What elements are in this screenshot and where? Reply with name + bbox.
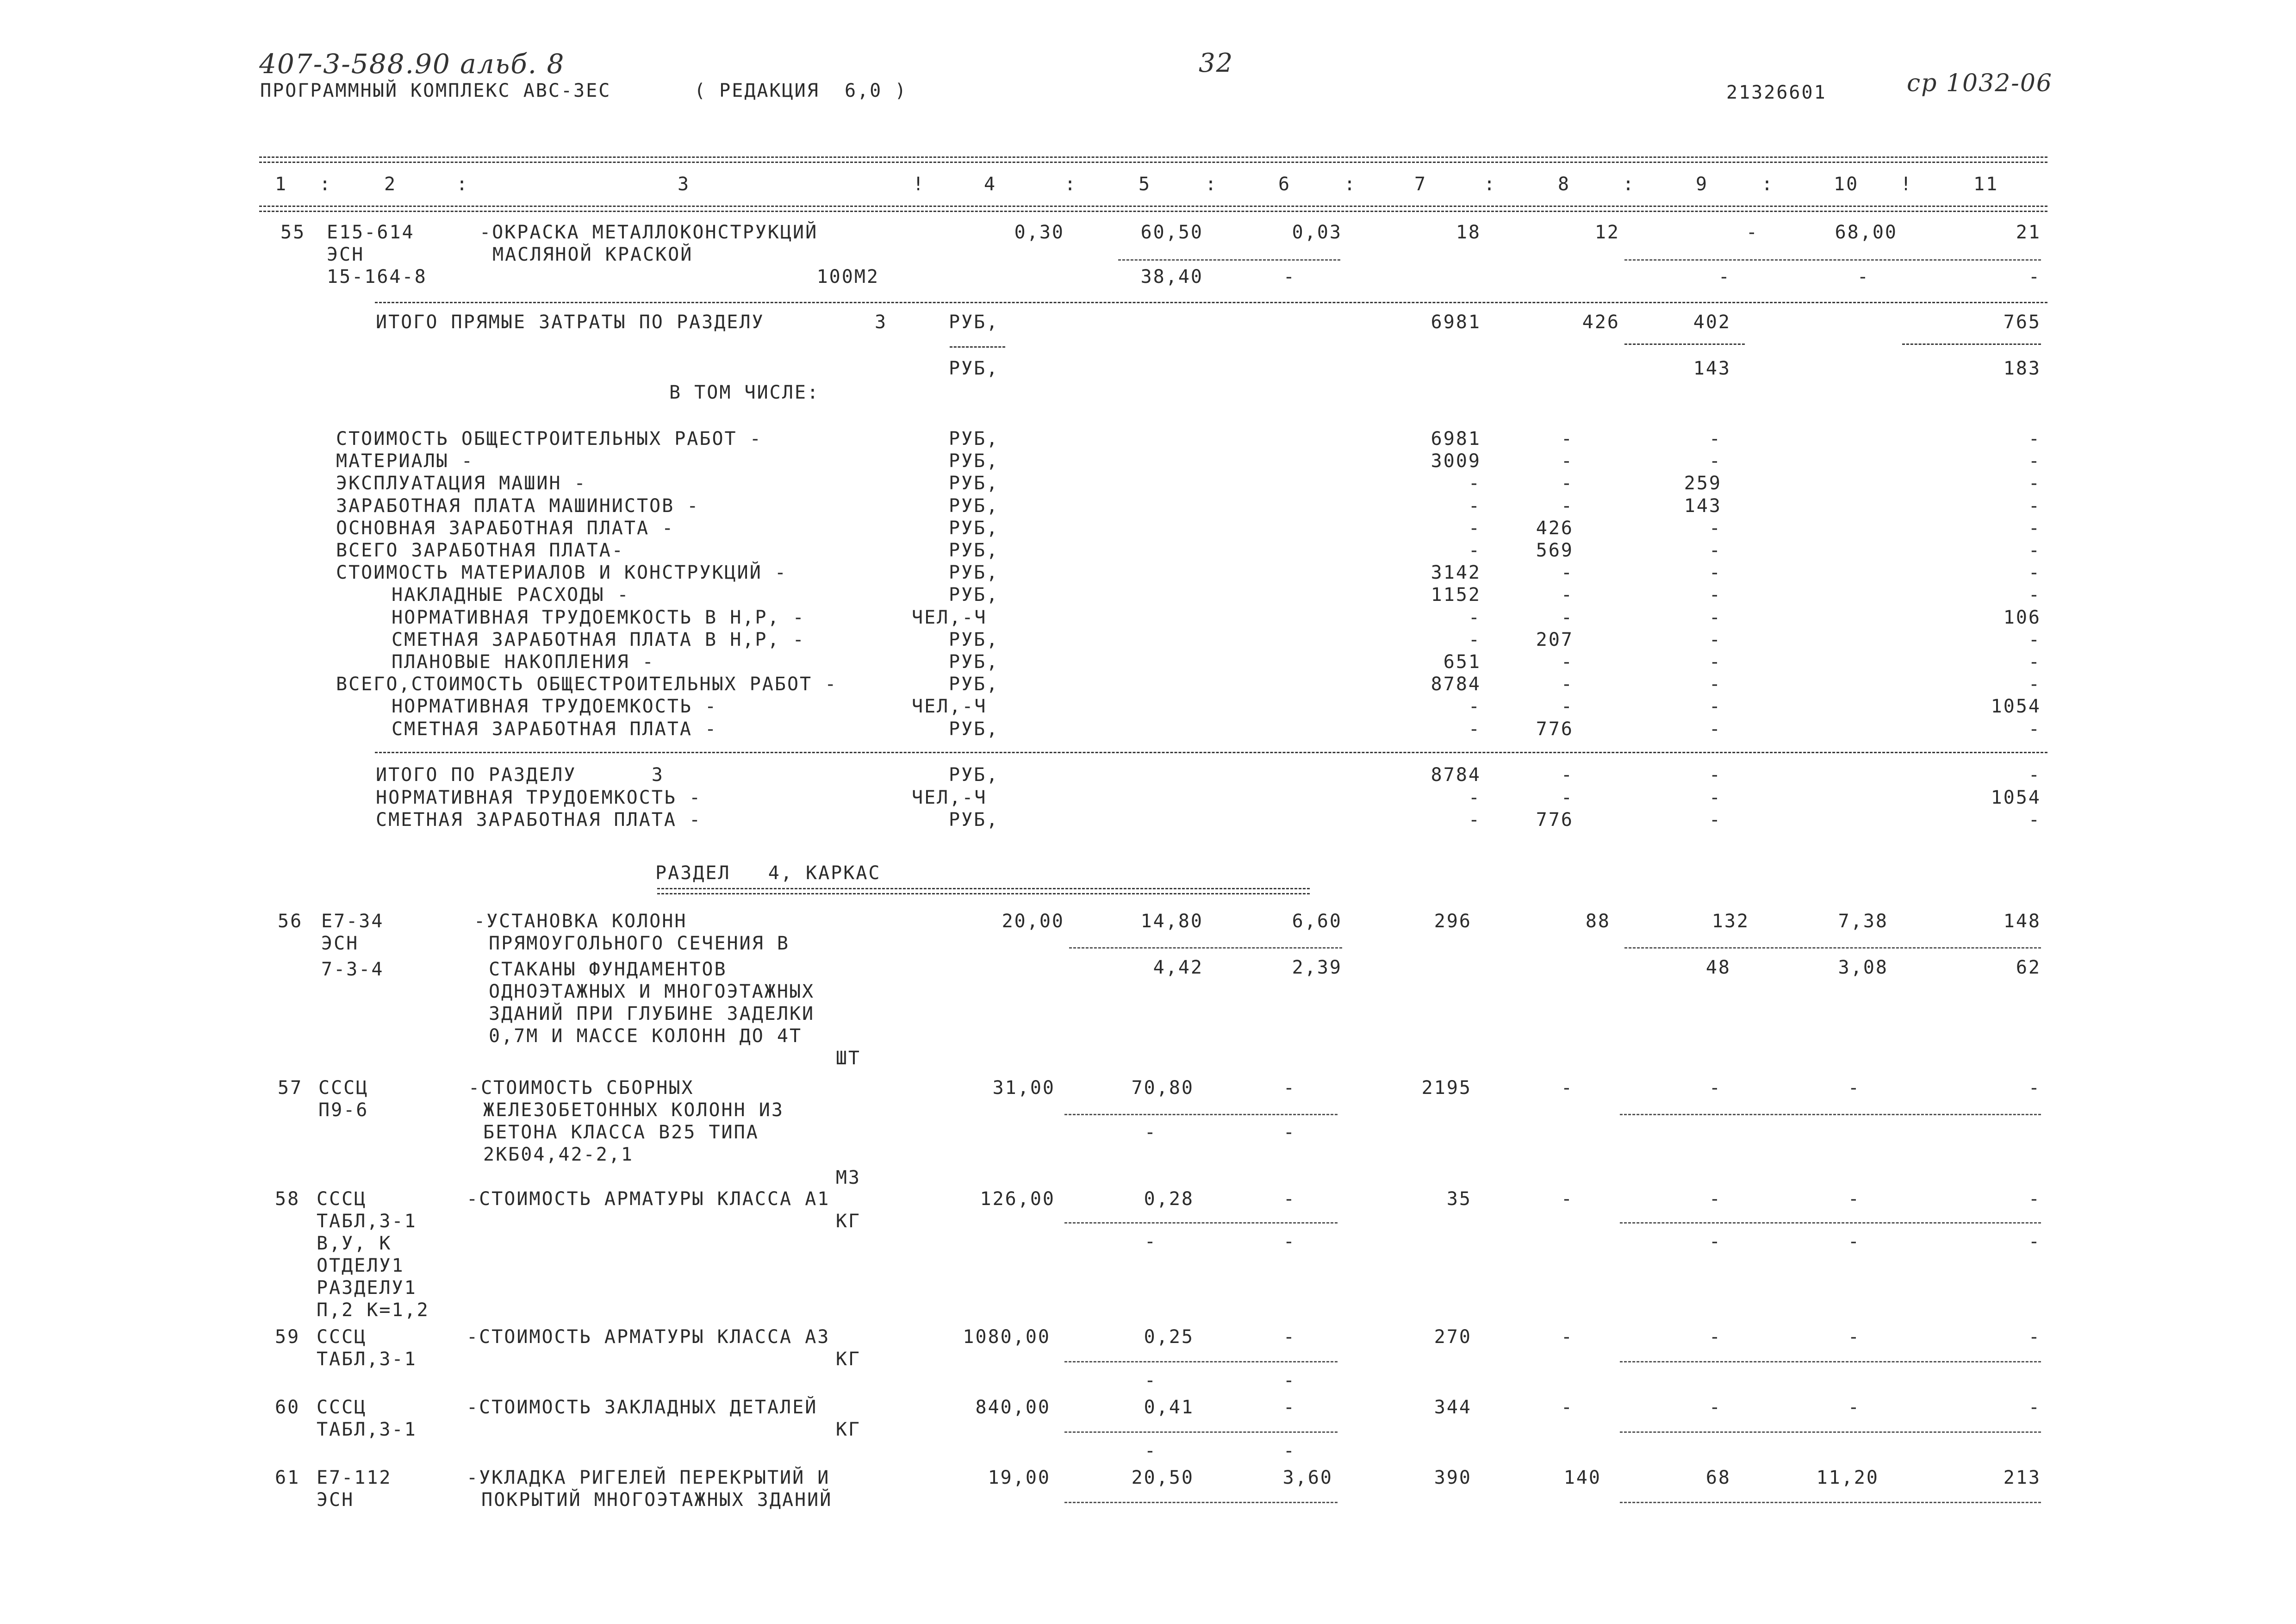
col-separator: :: [1623, 174, 1636, 195]
cell-divider: [1902, 344, 2041, 345]
breakdown-c9: -: [1709, 674, 1722, 695]
item-unit: КГ: [835, 1211, 861, 1232]
cell-divider: [1064, 1431, 1338, 1433]
section-total-c11: 1054: [1991, 787, 2041, 808]
section-total-c7: -: [1468, 809, 1481, 831]
col-separator: :: [456, 174, 469, 195]
col-1-header: 1: [275, 174, 288, 195]
item-description: -СТОИМОСТЬ АРМАТУРЫ КЛАССА А1: [467, 1188, 830, 1210]
cell-unit-cost-wages: -: [1144, 1231, 1157, 1252]
item-description: 0,7М И МАССЕ КОЛОНН ДО 4Т: [489, 1025, 803, 1047]
breakdown-c8: -: [1561, 428, 1574, 450]
cell-divider: [1620, 1502, 2041, 1503]
rate-code: Е7-34: [321, 911, 384, 932]
breakdown-label: СМЕТНАЯ ЗАРАБОТНАЯ ПЛАТА В Н,Р, -: [392, 629, 805, 650]
cell-labor-total: 21: [2016, 222, 2041, 243]
cell-labor-machines: -: [1848, 1231, 1860, 1252]
cell-machine-wages: -: [1283, 1122, 1296, 1143]
breakdown-c9: -: [1709, 606, 1722, 628]
breakdown-c7: -: [1468, 606, 1481, 628]
cell-machine-wages: 2,39: [1292, 957, 1342, 978]
col-4-header: 4: [984, 174, 997, 195]
breakdown-unit: ЧЕЛ,-Ч: [912, 606, 987, 628]
cell-machine-cost: 3,60: [1282, 1467, 1333, 1488]
breakdown-c8: 426: [1536, 517, 1574, 539]
section-total-c9: -: [1709, 787, 1722, 808]
cell-wages: 140: [1563, 1467, 1601, 1488]
edition: ( РЕДАКЦИЯ 6,0 ): [694, 80, 908, 101]
section-total-c8: 776: [1536, 809, 1574, 831]
rate-code: ТАБЛ,3-1: [317, 1349, 417, 1370]
breakdown-label: СТОИМОСТЬ МАТЕРИАЛОВ И КОНСТРУКЦИЙ -: [336, 562, 787, 584]
breakdown-c9: 259: [1684, 473, 1722, 494]
including-heading: В ТОМ ЧИСЛЕ:: [669, 382, 820, 403]
cell-unit-cost: 14,80: [1140, 911, 1203, 932]
cell-divider: [1064, 1114, 1338, 1115]
cell-divider: [1064, 1502, 1338, 1503]
breakdown-c7: -: [1468, 495, 1481, 517]
breakdown-c11: -: [2028, 517, 2041, 539]
section-total-c11: -: [2028, 764, 2041, 786]
totals-c9: 402: [1693, 312, 1731, 333]
cell-labor-machines-total: -: [2028, 266, 2041, 287]
item-description: ЗДАНИЙ ПРИ ГЛУБИНЕ ЗАДЕЛКИ: [489, 1003, 815, 1024]
totals-c11: 765: [2003, 312, 2041, 333]
row-number: 58: [275, 1188, 300, 1210]
cell-unit-cost: 70,80: [1131, 1077, 1194, 1099]
totals-c9b: 143: [1693, 358, 1731, 379]
cell-wages: -: [1561, 1326, 1574, 1348]
rate-code: РАЗДЕЛУ1: [317, 1277, 417, 1299]
document-number: 21326601: [1726, 82, 1827, 103]
cell-unit-cost: 0,41: [1144, 1397, 1194, 1418]
row-number: 60: [275, 1397, 300, 1418]
breakdown-c11: -: [2028, 629, 2041, 650]
item-description: -УКЛАДКА РИГЕЛЕЙ ПЕРЕКРЫТИЙ И: [467, 1467, 830, 1488]
item-description: ПОКРЫТИЙ МНОГОЭТАЖНЫХ ЗДАНИЙ: [481, 1489, 833, 1511]
rate-code: ЭСН: [327, 244, 365, 265]
breakdown-c7: 1152: [1431, 584, 1481, 606]
rate-code: СССЦ: [317, 1397, 367, 1418]
totals-section: 3: [875, 312, 888, 333]
breakdown-c9: -: [1709, 540, 1722, 561]
cell-wages: 88: [1585, 911, 1611, 932]
section-total-unit: РУБ,: [949, 764, 999, 786]
breakdown-unit: РУБ,: [949, 450, 999, 472]
cell-machines: -: [1709, 1397, 1722, 1418]
rate-code: П,2 К=1,2: [317, 1299, 429, 1321]
cell-unit-cost-wages: -: [1144, 1440, 1157, 1462]
row-number: 57: [278, 1077, 303, 1099]
breakdown-c11: 106: [2003, 606, 2041, 628]
breakdown-label: ОСНОВНАЯ ЗАРАБОТНАЯ ПЛАТА -: [336, 517, 675, 539]
unit-divider: [950, 346, 1005, 348]
rate-code: Е7-112: [317, 1467, 392, 1488]
section-total-c9: -: [1709, 764, 1722, 786]
cell-labor-total: 148: [2003, 911, 2041, 932]
col-6-header: 6: [1278, 174, 1291, 195]
cell-total: 344: [1434, 1397, 1472, 1418]
rate-code: СССЦ: [317, 1188, 367, 1210]
cell-machine-cost: 6,60: [1292, 911, 1342, 932]
cell-labor-rate: -: [1848, 1397, 1860, 1418]
cell-total: 270: [1434, 1326, 1472, 1348]
breakdown-label: ВСЕГО ЗАРАБОТНАЯ ПЛАТА-: [336, 540, 624, 561]
cell-divider: [1620, 1431, 2041, 1433]
breakdown-c8: -: [1561, 450, 1574, 472]
row-number: 56: [278, 911, 303, 932]
col-separator: :: [1344, 174, 1357, 195]
section-total-c11: -: [2028, 809, 2041, 831]
rate-code: ЭСН: [321, 933, 359, 954]
cell-machine-wages: -: [1283, 1231, 1296, 1252]
program-name: ПРОГРАММНЫЙ КОМПЛЕКС АВС-3ЕС: [260, 80, 611, 101]
cell-labor-total: 213: [2003, 1467, 2041, 1488]
cell-quantity: 0,30: [1014, 222, 1064, 243]
breakdown-c8: -: [1561, 674, 1574, 695]
breakdown-c11: -: [2028, 584, 2041, 606]
cell-unit-cost-wages: 38,40: [1140, 266, 1203, 287]
cell-labor-machines: 3,08: [1838, 957, 1888, 978]
col-5-header: 5: [1139, 174, 1151, 195]
col-11-header: 11: [1973, 174, 1999, 195]
row-number: 59: [275, 1326, 300, 1348]
item-description: -СТОИМОСТЬ ЗАКЛАДНЫХ ДЕТАЛЕЙ: [467, 1397, 818, 1418]
rate-code: Е15-614: [327, 222, 415, 243]
breakdown-label: НОРМАТИВНАЯ ТРУДОЕМКОСТЬ -: [392, 696, 718, 718]
cell-machine-cost: -: [1283, 1397, 1296, 1418]
cell-machine-cost: 0,03: [1292, 222, 1342, 243]
cell-wages: 12: [1594, 222, 1620, 243]
col-separator: :: [1205, 174, 1218, 195]
row-divider: [375, 752, 2047, 753]
cell-machines: -: [1709, 1326, 1722, 1348]
cell-unit-cost-wages: 4,42: [1153, 957, 1203, 978]
cell-labor-machines-total: 62: [2016, 957, 2041, 978]
cell-divider: [1620, 1222, 2041, 1224]
cell-labor-rate: 11,20: [1816, 1467, 1879, 1488]
cell-labor-rate: -: [1848, 1326, 1860, 1348]
item-description: БЕТОНА КЛАССА В25 ТИПА: [483, 1122, 759, 1143]
row-divider: [375, 302, 2047, 303]
totals-label: ИТОГО ПРЯМЫЕ ЗАТРАТЫ ПО РАЗДЕЛУ: [376, 312, 765, 333]
cell-divider: [1620, 1114, 2041, 1115]
cell-quantity: 840,00: [975, 1397, 1051, 1418]
rate-code: П9-6: [318, 1099, 369, 1121]
breakdown-c11: -: [2028, 540, 2041, 561]
cell-labor-total: -: [2028, 1077, 2041, 1099]
cell-divider: [1624, 344, 1745, 345]
breakdown-c8: -: [1561, 606, 1574, 628]
rate-code: В,У, К: [317, 1233, 392, 1254]
cell-divider: [1069, 947, 1342, 949]
item-unit: М3: [835, 1167, 861, 1188]
cell-unit-cost-wages: -: [1144, 1122, 1157, 1143]
item-description: МАСЛЯНОЙ КРАСКОЙ: [492, 244, 693, 265]
section-total-unit: РУБ,: [949, 809, 999, 831]
col-separator: :: [1761, 174, 1774, 195]
cell-unit-cost: 0,25: [1144, 1326, 1194, 1348]
cell-unit-cost-wages: -: [1144, 1370, 1157, 1391]
breakdown-c7: 6981: [1431, 428, 1481, 450]
breakdown-c8: -: [1561, 495, 1574, 517]
breakdown-unit: РУБ,: [949, 473, 999, 494]
breakdown-c7: -: [1468, 540, 1481, 561]
cell-divider: [1624, 259, 2041, 261]
cell-machine-wages-total: -: [1718, 266, 1731, 287]
header-bottom-rule: [259, 206, 2047, 212]
cell-labor-rate: 7,38: [1838, 911, 1888, 932]
breakdown-c7: 651: [1443, 651, 1481, 673]
cell-total: 2195: [1421, 1077, 1472, 1099]
breakdown-c8: -: [1561, 473, 1574, 494]
breakdown-c8: -: [1561, 584, 1574, 606]
breakdown-c7: 8784: [1431, 674, 1481, 695]
item-description: ОДНОЭТАЖНЫХ И МНОГОЭТАЖНЫХ: [489, 981, 815, 1002]
col-separator: :: [319, 174, 332, 195]
breakdown-label: МАТЕРИАЛЫ -: [336, 450, 474, 472]
section-total-c9: -: [1709, 809, 1722, 831]
cell-machines: 132: [1711, 911, 1749, 932]
breakdown-c7: 3142: [1431, 562, 1481, 584]
cell-machine-cost: -: [1283, 1326, 1296, 1348]
breakdown-c8: -: [1561, 562, 1574, 584]
breakdown-label: ПЛАНОВЫЕ НАКОПЛЕНИЯ -: [392, 651, 655, 673]
breakdown-c7: -: [1468, 696, 1481, 718]
cell-unit-cost: 20,50: [1131, 1467, 1194, 1488]
cell-labor-machines-total: -: [2028, 1231, 2041, 1252]
item-description: -СТОИМОСТЬ АРМАТУРЫ КЛАССА А3: [467, 1326, 830, 1348]
cell-quantity: 1080,00: [963, 1326, 1051, 1348]
cell-machine-wages-total: -: [1709, 1231, 1722, 1252]
totals-unit-2: РУБ,: [949, 358, 999, 379]
item-description: -УСТАНОВКА КОЛОНН: [474, 911, 687, 932]
handwritten-page-number: 32: [1199, 48, 1234, 78]
cell-quantity: 20,00: [1002, 911, 1064, 932]
cell-machines: -: [1709, 1188, 1722, 1210]
rate-code: СССЦ: [318, 1077, 369, 1099]
rate-code: СССЦ: [317, 1326, 367, 1348]
section-title: РАЗДЕЛ 4, КАРКАС: [655, 862, 881, 884]
breakdown-c9: -: [1709, 584, 1722, 606]
breakdown-c9: -: [1709, 517, 1722, 539]
cell-unit-cost: 60,50: [1140, 222, 1203, 243]
item-description: СТАКАНЫ ФУНДАМЕНТОВ: [489, 959, 727, 980]
breakdown-c11: -: [2028, 674, 2041, 695]
cell-labor-total: -: [2028, 1188, 2041, 1210]
breakdown-c11: 1054: [1991, 696, 2041, 718]
cell-machine-cost: -: [1283, 1077, 1296, 1099]
handwritten-sheet-ref: ср 1032-06: [1907, 69, 2053, 97]
col-9-header: 9: [1696, 174, 1709, 195]
section-total-label: ИТОГО ПО РАЗДЕЛУ 3: [376, 764, 664, 786]
section-total-label: НОРМАТИВНАЯ ТРУДОЕМКОСТЬ -: [376, 787, 702, 808]
header-top-rule: [259, 156, 2047, 163]
breakdown-c7: -: [1468, 718, 1481, 740]
breakdown-c11: -: [2028, 562, 2041, 584]
breakdown-unit: РУБ,: [949, 540, 999, 561]
breakdown-c9: -: [1709, 562, 1722, 584]
breakdown-c11: -: [2028, 428, 2041, 450]
rate-code: 7-3-4: [321, 959, 384, 980]
cell-machine-wages: -: [1283, 1370, 1296, 1391]
breakdown-c7: -: [1468, 517, 1481, 539]
breakdown-c11: -: [2028, 450, 2041, 472]
row-number: 55: [280, 222, 306, 243]
col-2-header: 2: [384, 174, 397, 195]
cell-labor-machines: -: [1857, 266, 1870, 287]
cell-machine-wages-total: 48: [1705, 957, 1731, 978]
cell-divider: [1620, 1361, 2041, 1362]
breakdown-unit: РУБ,: [949, 562, 999, 584]
breakdown-c7: 3009: [1431, 450, 1481, 472]
totals-c11b: 183: [2003, 358, 2041, 379]
breakdown-c11: -: [2028, 495, 2041, 517]
breakdown-unit: РУБ,: [949, 517, 999, 539]
breakdown-label: ВСЕГО,СТОИМОСТЬ ОБЩЕСТРОИТЕЛЬНЫХ РАБОТ -: [336, 674, 838, 695]
cell-total: 390: [1434, 1467, 1472, 1488]
section-total-label: СМЕТНАЯ ЗАРАБОТНАЯ ПЛАТА -: [376, 809, 702, 831]
section-total-c8: -: [1561, 787, 1574, 808]
breakdown-label: ЗАРАБОТНАЯ ПЛАТА МАШИНИСТОВ -: [336, 495, 700, 517]
cell-unit-cost: 0,28: [1144, 1188, 1194, 1210]
breakdown-c11: -: [2028, 651, 2041, 673]
col-separator: :: [1484, 174, 1497, 195]
totals-c8: 426: [1582, 312, 1620, 333]
cell-quantity: 19,00: [988, 1467, 1051, 1488]
breakdown-unit: ЧЕЛ,-Ч: [912, 696, 987, 718]
rate-code: ЭСН: [317, 1489, 355, 1511]
breakdown-label: НАКЛАДНЫЕ РАСХОДЫ -: [392, 584, 630, 606]
cell-labor-total: -: [2028, 1326, 2041, 1348]
cell-wages: -: [1561, 1077, 1574, 1099]
breakdown-label: СМЕТНАЯ ЗАРАБОТНАЯ ПЛАТА -: [392, 718, 718, 740]
breakdown-label: ЭКСПЛУАТАЦИЯ МАШИН -: [336, 473, 587, 494]
section-total-c7: -: [1468, 787, 1481, 808]
rate-code: ТАБЛ,3-1: [317, 1419, 417, 1440]
cell-divider: [1064, 1361, 1338, 1362]
breakdown-c7: -: [1468, 473, 1481, 494]
breakdown-c8: -: [1561, 651, 1574, 673]
cell-wages: -: [1561, 1188, 1574, 1210]
breakdown-unit: РУБ,: [949, 674, 999, 695]
rate-code: ТАБЛ,3-1: [317, 1211, 417, 1232]
breakdown-c11: -: [2028, 718, 2041, 740]
breakdown-c9: -: [1709, 428, 1722, 450]
rate-code: ОТДЕЛУ1: [317, 1255, 404, 1276]
cell-total: 296: [1434, 911, 1472, 932]
breakdown-unit: РУБ,: [949, 428, 999, 450]
breakdown-c8: -: [1561, 696, 1574, 718]
cell-labor-rate: -: [1848, 1077, 1860, 1099]
item-unit: ШТ: [835, 1048, 861, 1069]
cell-total: 18: [1456, 222, 1481, 243]
cell-machine-wages: -: [1283, 1440, 1296, 1462]
section-total-c7: 8784: [1431, 764, 1481, 786]
breakdown-label: СТОИМОСТЬ ОБЩЕСТРОИТЕЛЬНЫХ РАБОТ -: [336, 428, 762, 450]
cell-total: 35: [1446, 1188, 1472, 1210]
cell-quantity: 31,00: [992, 1077, 1055, 1099]
breakdown-unit: РУБ,: [949, 718, 999, 740]
section-total-c8: -: [1561, 764, 1574, 786]
item-description: 2КБ04,42-2,1: [483, 1144, 634, 1165]
breakdown-c9: -: [1709, 718, 1722, 740]
breakdown-c9: -: [1709, 696, 1722, 718]
item-description: ПРЯМОУГОЛЬНОГО СЕЧЕНИЯ В: [489, 933, 790, 954]
breakdown-unit: РУБ,: [949, 584, 999, 606]
col-separator: :: [1064, 174, 1077, 195]
totals-c7: 6981: [1431, 312, 1481, 333]
breakdown-c9: -: [1709, 629, 1722, 650]
col-7-header: 7: [1414, 174, 1427, 195]
breakdown-unit: РУБ,: [949, 651, 999, 673]
cell-machine-wages: -: [1283, 266, 1296, 287]
cell-divider: [1064, 1222, 1338, 1224]
col-8-header: 8: [1558, 174, 1571, 195]
col-separator: !: [913, 174, 926, 195]
breakdown-unit: РУБ,: [949, 629, 999, 650]
breakdown-c8: 776: [1536, 718, 1574, 740]
item-description: ЖЕЛЕЗОБЕТОННЫХ КОЛОНН ИЗ: [483, 1099, 784, 1121]
breakdown-c8: 207: [1536, 629, 1574, 650]
cell-machine-cost: -: [1283, 1188, 1296, 1210]
section-total-unit: ЧЕЛ,-Ч: [912, 787, 987, 808]
item-unit: КГ: [835, 1419, 861, 1440]
breakdown-c9: 143: [1684, 495, 1722, 517]
cell-quantity: 126,00: [980, 1188, 1055, 1210]
breakdown-c9: -: [1709, 450, 1722, 472]
cell-labor-total: -: [2028, 1397, 2041, 1418]
section-underline: [657, 888, 1310, 894]
cell-labor-rate: 68,00: [1835, 222, 1898, 243]
breakdown-c7: -: [1468, 629, 1481, 650]
cell-machines: 68: [1705, 1467, 1731, 1488]
breakdown-c8: 569: [1536, 540, 1574, 561]
col-3-header: 3: [678, 174, 691, 195]
breakdown-label: НОРМАТИВНАЯ ТРУДОЕМКОСТЬ В Н,Р, -: [392, 606, 805, 628]
breakdown-c11: -: [2028, 473, 2041, 494]
item-description: -СТОИМОСТЬ СБОРНЫХ: [468, 1077, 694, 1099]
rate-code: 15-164-8: [327, 266, 427, 287]
item-unit: КГ: [835, 1349, 861, 1370]
col-separator: !: [1900, 174, 1913, 195]
cell-labor-rate: -: [1848, 1188, 1860, 1210]
breakdown-c9: -: [1709, 651, 1722, 673]
breakdown-unit: РУБ,: [949, 495, 999, 517]
cell-machines: -: [1709, 1077, 1722, 1099]
col-10-header: 10: [1834, 174, 1859, 195]
totals-unit: РУБ,: [949, 312, 999, 333]
item-description: -ОКРАСКА МЕТАЛЛОКОНСТРУКЦИЙ: [479, 222, 818, 243]
cell-wages: -: [1561, 1397, 1574, 1418]
handwritten-doc-ref: 407-3-588.90 альб. 8: [259, 48, 565, 80]
row-number: 61: [275, 1467, 300, 1488]
cell-divider: [1624, 947, 2041, 949]
cell-divider: [1118, 259, 1340, 261]
item-unit: 100М2: [816, 266, 879, 287]
cell-machines: -: [1746, 222, 1759, 243]
